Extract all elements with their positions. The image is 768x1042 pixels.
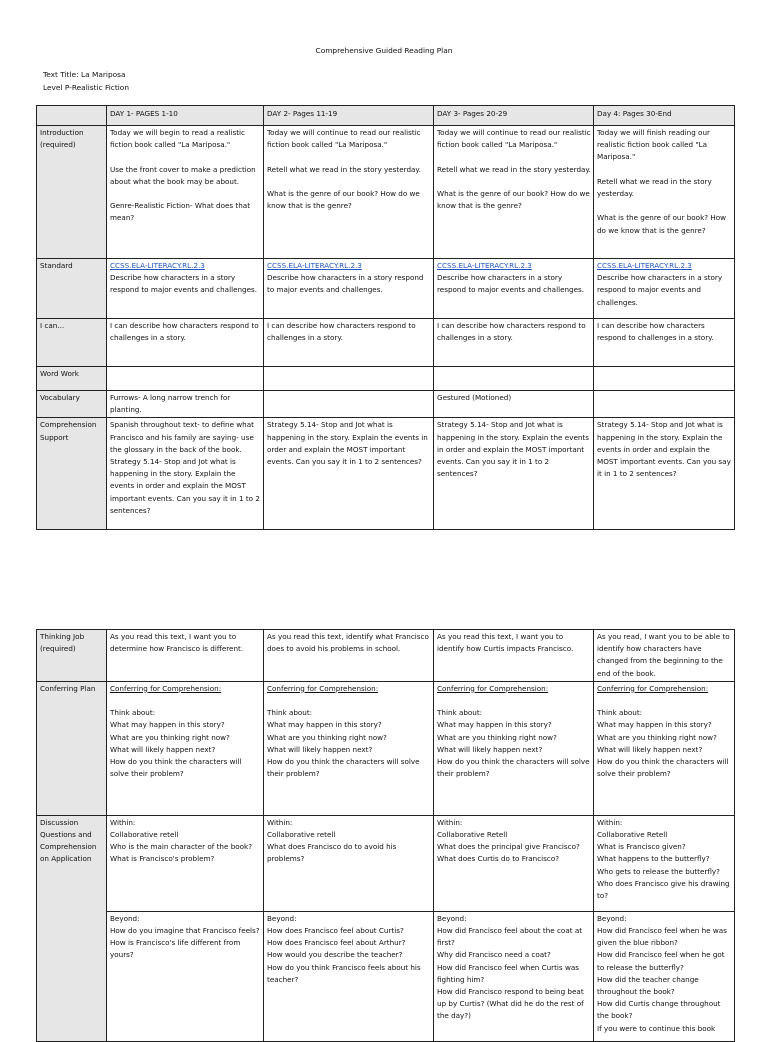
thinking-job-row [37,630,735,682]
thinking-day1: As you read this text, I want you to determine how Francisco is different. [107,630,264,682]
i-can-row [37,319,735,367]
intro-day4: Today we will finish reading our realistic fiction book called "La Mariposa." Retell what we read in the story yesterday. What is the genre of our book? How do we know that is the genre? [594,126,735,259]
i-can-day4: I can describe how characters respond to challenges in a story. [594,319,735,367]
text-title: Text Title: La Mariposa [43,70,126,79]
day-header-row [37,106,735,126]
comprehension-day1: Spanish throughout text- to define what Francisco and his family are saying- use the glossary in the back of the book. Strategy 5.14- Stop and Jot what is happening in the story. Explain the events in order and explain the MOST important events. Can you say it in 1 to 2 sentences? [107,418,264,530]
row-label-standard: Standard [37,259,107,319]
word-work-day2 [264,367,434,391]
standard-day1: CCSS.ELA-LITERACY.RL.2.3 Describe how characters in a story respond to major events and challenges. [107,259,264,319]
vocabulary-day3: Gestured (Motioned) [434,391,594,418]
within-day1: Within: Collaborative retell Who is the main character of the book? What is Francisco's problem? [107,815,264,911]
standard-link-day2[interactable]: CCSS.ELA-LITERACY.RL.2.3 [267,261,362,270]
standard-row [37,259,735,319]
conferring-day2: Conferring for Comprehension: Think about: What may happen in this story? What are you thinking right now? What will likely happen next? How do you think the characters will solve their problem? [264,681,434,815]
beyond-day1: Beyond: How do you imagine that Francisco feels? How is Francisco's life different from yours? [107,911,264,1041]
conferring-day4: Conferring for Comprehension: Think about: What may happen in this story? What are you thinking right now? What will likely happen next? How do you think the characters will solve their problem? [594,681,735,815]
introduction-row [37,126,735,259]
comprehension-day3: Strategy 5.14- Stop and Jot what is happening in the story. Explain the events in order and explain the MOST important events. Can you say it in 1 to 2 sentences? [434,418,594,530]
comprehension-day4: Strategy 5.14- Stop and Jot what is happening in the story. Explain the events in order and explain the MOST important events. Can you say it in 1 to 2 sentences? [594,418,735,530]
row-label-vocabulary: Vocabulary [37,391,107,418]
intro-day3: Today we will continue to read our realistic fiction book called "La Mariposa." Retell what we read in the story yesterday. What is the genre of our book? How do we know that is the genre? [434,126,594,259]
plan-table-days [36,105,735,530]
vocabulary-day4 [594,391,735,418]
row-label-comprehension-support: Comprehension Support [37,418,107,530]
intro-day2: Today we will continue to read our realistic fiction book called "La Mariposa." Retell what we read in the story yesterday. What is the genre of our book? How do we know that is the genre? [264,126,434,259]
i-can-day2: I can describe how characters respond to challenges in a story. [264,319,434,367]
row-label-introduction: Introduction (required) [37,126,107,259]
discussion-within-row [37,815,735,911]
within-day4: Within: Collaborative Retell What is Francisco given? What happens to the butterfly? Who gets to release the butterfly? Who does Francisco give his drawing to? [594,815,735,911]
beyond-day3: Beyond: How did Francisco feel about the coat at first? Why did Francisco need a coat? How did Francisco feel when Curtis was fighting him? How did Francisco respond to being beat up by Curtis? (What did he do the rest of the day?) [434,911,594,1041]
discussion-beyond-row [37,911,735,1041]
beyond-day4: Beyond: How did Francisco feel when he was given the blue ribbon? How did Francisco feel when he got to release the butterfly? How did the teacher change throughout the book? How did Curtis change throughout the book? If you were to continue this book [594,911,735,1041]
document-title: Comprehensive Guided Reading Plan [315,46,453,55]
vocabulary-day2 [264,391,434,418]
row-label-discussion: Discussion Questions and Comprehension on Application [37,815,107,1041]
standard-day3: CCSS.ELA-LITERACY.RL.2.3 Describe how characters in a story respond to major events and challenges. [434,259,594,319]
row-label-i-can: I can... [37,319,107,367]
standard-link-day1[interactable]: CCSS.ELA-LITERACY.RL.2.3 [110,261,205,270]
word-work-day4 [594,367,735,391]
header-day1: DAY 1- PAGES 1-10 [107,106,264,126]
within-day2: Within: Collaborative retell What does Francisco do to avoid his problems? [264,815,434,911]
intro-day1: Today we will begin to read a realistic fiction book called "La Mariposa." Use the front cover to make a prediction about what the book may be about. Genre-Realistic Fiction- What does that mean? [107,126,264,259]
conferring-day3: Conferring for Comprehension: Think about: What may happen in this story? What are you thinking right now? What will likely happen next? How do you think the characters will solve their problem? [434,681,594,815]
standard-link-day4[interactable]: CCSS.ELA-LITERACY.RL.2.3 [597,261,692,270]
standard-link-day3[interactable]: CCSS.ELA-LITERACY.RL.2.3 [437,261,532,270]
plan-table-discussion [36,629,735,1042]
i-can-day1: I can describe how characters respond to challenges in a story. [107,319,264,367]
vocabulary-row [37,391,735,418]
comprehension-day2: Strategy 5.14- Stop and Jot what is happening in the story. Explain the events in order and explain the MOST important events. Can you say it in 1 to 2 sentences? [264,418,434,530]
comprehension-support-row [37,418,735,530]
thinking-day2: As you read this text, identify what Francisco does to avoid his problems in school. [264,630,434,682]
row-label-thinking-job: Thinking Job (required) [37,630,107,682]
thinking-day3: As you read this text, I want you to identify how Curtis impacts Francisco. [434,630,594,682]
header-day2: DAY 2- Pages 11-19 [264,106,434,126]
row-label-word-work: Word Work [37,367,107,391]
word-work-day3 [434,367,594,391]
word-work-day1 [107,367,264,391]
conferring-plan-row [37,681,735,815]
beyond-day2: Beyond: How does Francisco feel about Curtis? How does Francisco feel about Arthur? How would you describe the teacher? How do you think Francisco feels about his teacher? [264,911,434,1041]
header-corner [37,106,107,126]
word-work-row [37,367,735,391]
vocabulary-day1: Furrows- A long narrow trench for planting. [107,391,264,418]
header-day4: Day 4: Pages 30-End [594,106,735,126]
within-day3: Within: Collaborative Retell What does the principal give Francisco? What does Curtis do to Francisco? [434,815,594,911]
standard-day4: CCSS.ELA-LITERACY.RL.2.3 Describe how characters in a story respond to major events and challenges. [594,259,735,319]
row-label-conferring-plan: Conferring Plan [37,681,107,815]
conferring-day1: Conferring for Comprehension: Think about: What may happen in this story? What are you thinking right now? What will likely happen next? How do you think the characters will solve their problem? [107,681,264,815]
i-can-day3: I can describe how characters respond to challenges in a story. [434,319,594,367]
level-label: Level P-Realistic Fiction [43,83,130,92]
header-day3: DAY 3- Pages 20-29 [434,106,594,126]
standard-day2: CCSS.ELA-LITERACY.RL.2.3 Describe how characters in a story respond to major events and challenges. [264,259,434,319]
thinking-day4: As you read, I want you to be able to identify how characters have changed from the beginning to the end of the book. [594,630,735,682]
